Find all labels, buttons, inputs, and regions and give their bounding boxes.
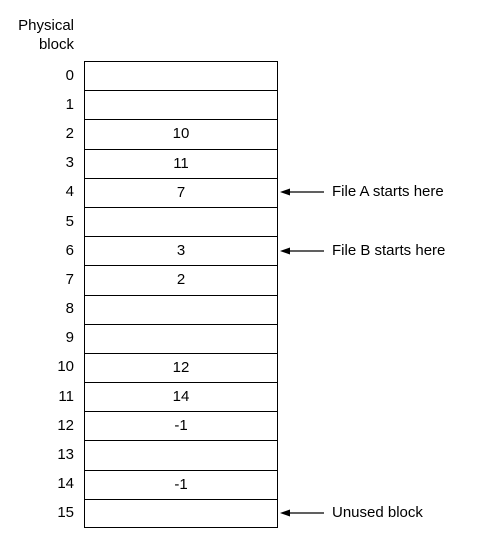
annotation-text: File B starts here [332, 241, 446, 259]
block-number-label: 9 [65, 329, 74, 347]
table-row [85, 441, 277, 470]
block-number-label: 13 [57, 446, 74, 464]
table-row [85, 237, 277, 266]
left-arrow-icon [280, 246, 324, 256]
column-header [18, 16, 74, 54]
block-value: 2 [176, 271, 186, 289]
block-number-label: 1 [65, 95, 74, 113]
left-arrow-icon [280, 508, 324, 518]
table-row [85, 91, 277, 120]
table-row [85, 266, 277, 295]
block-number-label: 0 [65, 66, 74, 84]
block-number-label: 3 [65, 154, 74, 172]
header-line-2: block [38, 36, 74, 53]
block-number-label: 4 [65, 183, 74, 201]
table-row [85, 500, 277, 529]
table-row [85, 296, 277, 325]
block-number-label: 15 [57, 504, 74, 522]
block-value: 11 [173, 154, 189, 172]
block-value: 14 [172, 388, 190, 406]
table-row [85, 325, 277, 354]
block-value: -1 [174, 475, 188, 493]
table-row [85, 120, 277, 149]
annotation-text: Unused block [332, 504, 423, 522]
table-row [85, 150, 277, 179]
table-row [85, 383, 277, 412]
table-row [85, 412, 277, 441]
block-number-label: 8 [65, 300, 74, 318]
block-number-label: 10 [57, 358, 74, 376]
annotation-text: File A starts here [332, 183, 444, 201]
block-value: -1 [174, 417, 188, 435]
block-number-label: 6 [65, 241, 74, 259]
block-value: 3 [176, 242, 186, 260]
left-arrow-icon [280, 187, 324, 197]
block-value: 12 [172, 358, 190, 376]
annotation [280, 504, 423, 522]
block-number-label: 5 [65, 212, 74, 230]
block-value: 7 [176, 183, 186, 201]
annotation [280, 183, 444, 201]
block-number-label: 11 [58, 387, 74, 405]
block-number-label: 7 [65, 270, 74, 288]
table-row [85, 208, 277, 237]
table-row [85, 179, 277, 208]
header-line-1: Physical [18, 17, 74, 34]
table-row [85, 354, 277, 383]
block-value: 10 [172, 125, 190, 143]
block-number-label: 12 [57, 416, 74, 434]
annotation [280, 242, 445, 260]
block-number-label: 2 [65, 124, 74, 142]
fat-table [84, 61, 278, 528]
table-row [85, 471, 277, 500]
block-number-label: 14 [57, 475, 74, 493]
table-row [85, 62, 277, 91]
